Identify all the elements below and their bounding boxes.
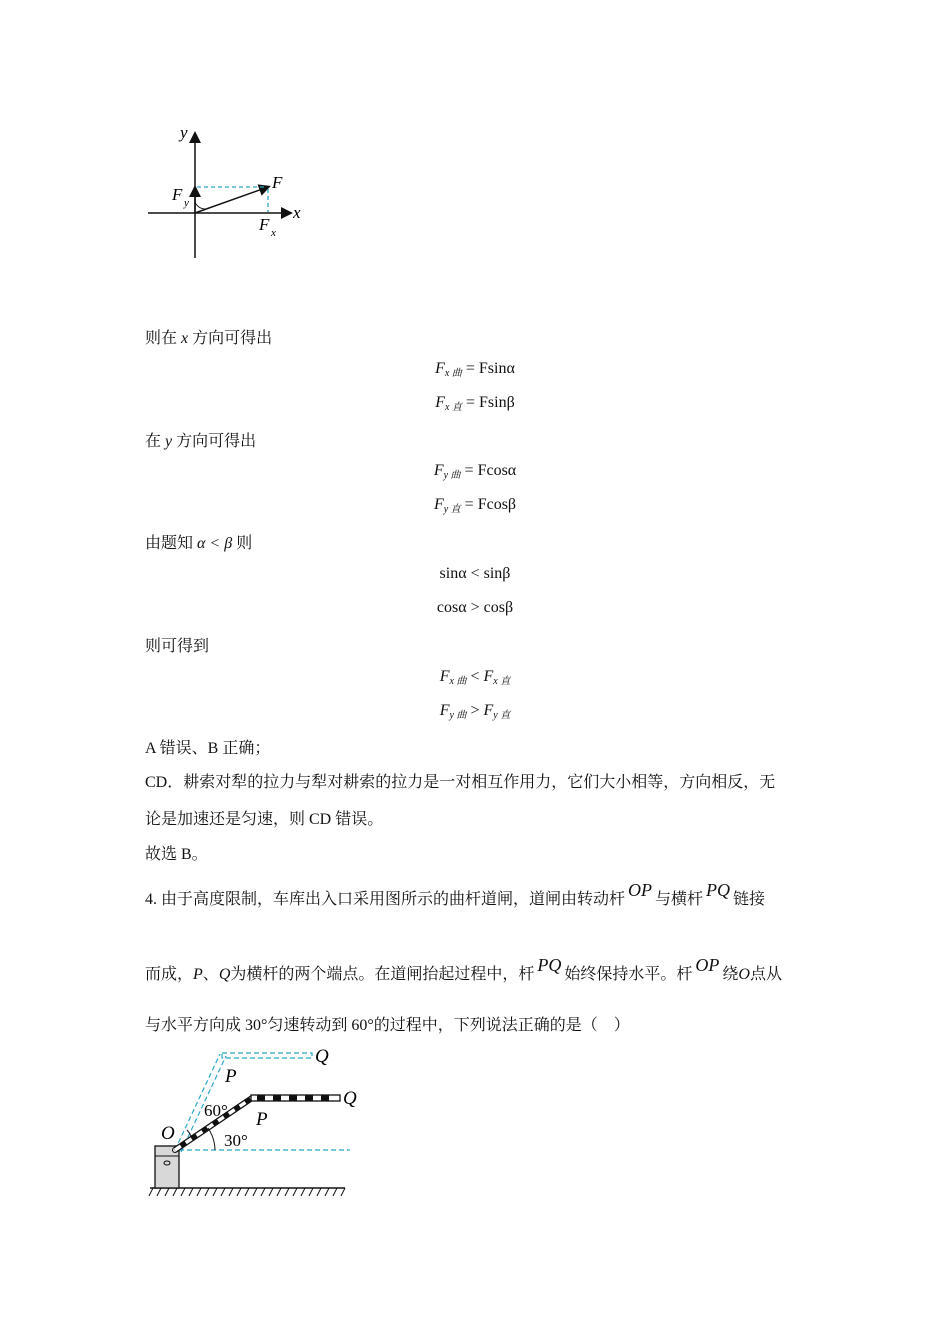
equation-fx-straight: $F_{x 直} = Fsin\beta$ [435,394,515,413]
equation-fx-compare: $F_{x 曲} < F_{x 直}$ [439,668,511,687]
fx-sub-label: x [271,227,276,239]
question-4-line-2: 而成，P、Q为横杆的两个端点。在道闸抬起过程中，杆 PQ 始终保持水平。杆 OP 绕O点从 [145,955,782,983]
text-line-cd-cont: 论是加速还是匀速，则 CD 错误。 [145,811,384,828]
fy-label: F [172,185,183,204]
label-q-low: Q [343,1088,357,1109]
label-p-top: P [225,1066,237,1087]
ground-hatching [149,1188,345,1196]
label-angle-60: 60° [204,1101,228,1120]
label-angle-30: 30° [224,1131,248,1150]
text-line-y-direction: 在 y 方向可得出 [145,433,257,450]
y-axis-label: y [180,123,188,142]
text-line-answer: 故选 B。 [145,846,208,863]
equation-fy-curved: $F_{y 曲} = Fcos\alpha$ [433,462,517,481]
question-4-line-3: 与水平方向成 30°匀速转动到 60°的过程中，下列说法正确的是（ ） [145,1017,630,1034]
force-vector-f [195,187,268,213]
pq-bar-top [222,1053,312,1058]
equation-cos-compare: cosα > cosβ [436,599,514,616]
equation-fx-curved: $F_{x 曲} = Fsin\alpha$ [435,360,515,379]
label-o: O [161,1123,175,1144]
angle-arc-30 [208,1128,215,1150]
x-axis-label: x [293,203,301,222]
barrier-gate-figure [145,1040,370,1205]
text-line-given: 由题知 α < β 则 [145,535,253,552]
f-label: F [272,173,283,192]
question-4-line-1: 4. 由于高度限制，车库出入口采用图所示的曲杆道闸，道闸由转动杆 OP 与横杆 PQ 链接 [145,880,766,908]
text-line-cd: CD．耕索对犁的拉力与犁对耕索的拉力是一对相互作用力，它们大小相等，方向相反，无 [145,774,776,791]
text-line-x-direction: 则在 x 方向可得出 [145,330,273,347]
text-line-a-b: A 错误、B 正确； [145,740,271,757]
equation-sin-compare: sinα < sinβ [439,565,511,582]
label-p-low: P [256,1109,268,1130]
equation-fy-straight: $F_{y 直} = Fcos\beta$ [433,496,517,515]
text-line-conclude: 则可得到 [145,638,210,655]
angle-arc [195,202,205,209]
force-decomposition-figure [140,120,320,265]
equation-fy-compare: $F_{y 曲} > F_{y 直}$ [439,702,511,721]
fy-sub-label: y [184,197,189,209]
fx-label: F [259,215,270,234]
label-q-top: Q [315,1046,329,1067]
